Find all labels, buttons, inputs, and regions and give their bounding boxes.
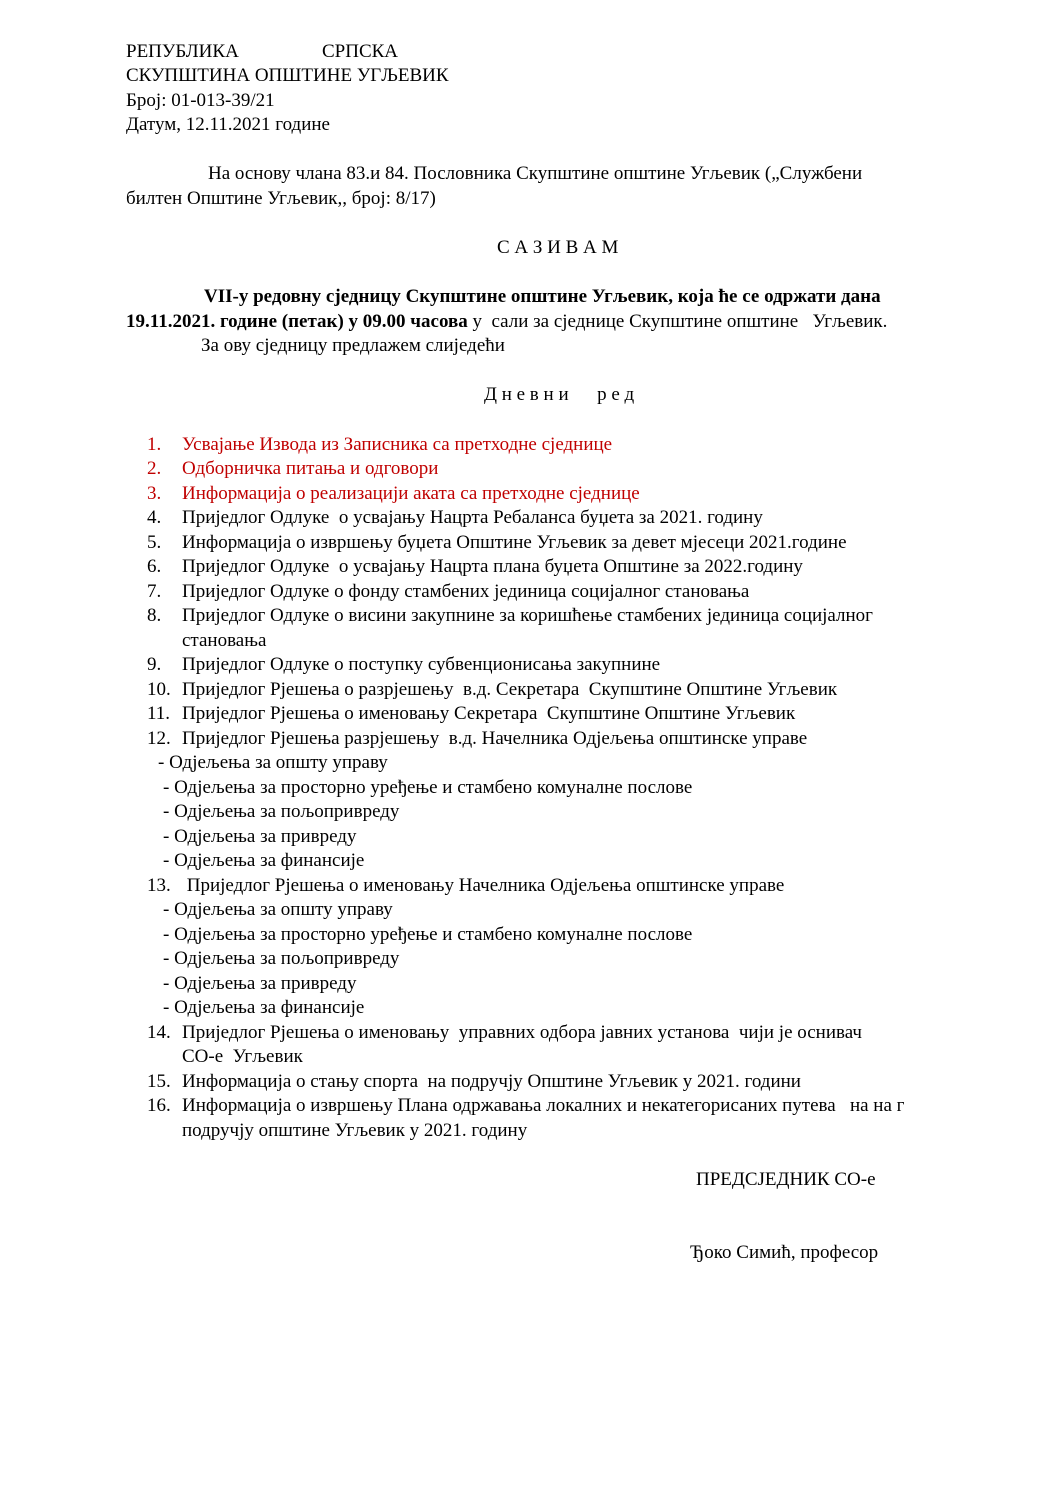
agenda-item-13-sub: - Одјељења за општу управу [163,899,393,920]
agenda-item-5: Информација о извршењу буџета Општине Угљевик за девет мјесеци 2021.године [182,532,847,553]
session-date-time: 19.11.2021. године (петак) у 09.00 часова [126,311,468,332]
agenda-item-7-number: 7. [147,581,162,602]
signature-role: ПРЕДСЈЕДНИК СО-е [696,1169,876,1190]
header-republic-left: РЕПУБЛИКА [126,41,239,62]
agenda-item-8-continued: становања [182,630,267,651]
agenda-item-12: Приједлог Рјешења разрјешењу в.д. Начелника Одјељења општинске управе [182,728,808,749]
agenda-item-2-number: 2. [147,458,162,479]
agenda-item-15-number: 15. [147,1071,171,1092]
agenda-item-16: Информација о извршењу Плана одржавања локалних и некатегорисаних путева на на г [182,1095,905,1116]
agenda-item-4-number: 4. [147,507,162,528]
agenda-item-13-sub: - Одјељења за пољопривреду [163,948,400,969]
header-number: Број: 01-013-39/21 [126,90,275,111]
agenda-item-3-number: 3. [147,483,162,504]
header-republic-right: СРПСКА [322,41,399,62]
agenda-item-8: Приједлог Одлуке о висини закупнине за коришћење стамбених јединица социјалног [182,605,873,626]
agenda-item-6-number: 6. [147,556,162,577]
agenda-item-9: Приједлог Одлуке о поступку субвенционисања закупнине [182,654,661,675]
signature-name: Ђоко Симић, професор [690,1242,879,1263]
header-date: Датум, 12.11.2021 године [126,114,330,135]
agenda-item-3: Информација о реализацији аката са претходне сједнице [182,483,640,504]
agenda-item-11: Приједлог Рјешења о именовању Секретара Скупштине Општине Угљевик [182,703,796,724]
agenda-item-11-number: 11. [147,703,171,724]
agenda-item-16-continued: подручју општине Угљевик у 2021. годину [182,1120,528,1141]
agenda-item-15: Информација о стању спорта на подручју Општине Угљевик у 2021. години [182,1071,801,1092]
agenda-item-12-sub: - Одјељења за привреду [163,826,357,847]
agenda-item-13-number: 13. [147,875,171,896]
session-location: у сали за сједнице Скупштине општине Угљевик. [467,311,888,332]
agenda-item-10: Приједлог Рјешења о разрјешењу в.д. Секретара Скупштине Општине Угљевик [182,679,838,700]
agenda-item-14: Приједлог Рјешења о именовању управних одбора јавних установа чији је оснивач [182,1022,862,1043]
agenda-item-13: Приједлог Рјешења о именовању Начелника Одјељења општинске управе [182,875,785,896]
agenda-item-14-continued: СО-е Угљевик [182,1046,303,1067]
agenda-item-7: Приједлог Одлуке о фонду стамбених јединица социјалног становања [182,581,750,602]
agenda-item-16-number: 16. [147,1095,171,1116]
agenda-item-12-sub: - Одјељења за пољопривреду [163,801,400,822]
agenda-item-12-number: 12. [147,728,171,749]
session-line-1: VII-у редовну сједницу Скупштине општине Угљевик, која ће се одржати дана [204,286,881,307]
agenda-item-10-number: 10. [147,679,171,700]
agenda-item-14-number: 14. [147,1022,171,1043]
agenda-title: Д н е в н и р е д [484,384,635,405]
agenda-item-4: Приједлог Одлуке о усвајању Нацрта Ребаланса буџета за 2021. годину [182,507,763,528]
agenda-item-13-sub: - Одјељења за просторно уређење и стамбено комуналне послове [163,924,693,945]
agenda-item-2: Одборничка питања и одговори [182,458,439,479]
agenda-item-13-sub: - Одјељења за финансије [163,997,365,1018]
agenda-item-12-sub: - Одјељења за финансије [163,850,365,871]
agenda-item-5-number: 5. [147,532,162,553]
document-title: С А З И В А М [497,237,619,258]
agenda-item-13-sub: - Одјељења за привреду [163,973,357,994]
agenda-item-12-sub: - Одјељења за просторно уређење и стамбено комуналне послове [163,777,693,798]
agenda-item-1-number: 1. [147,434,162,455]
header-assembly: СКУПШТИНА ОПШТИНЕ УГЉЕВИК [126,65,449,86]
agenda-item-9-number: 9. [147,654,162,675]
agenda-item-12-sub: - Одјељења за општу управу [158,752,388,773]
agenda-item-8-number: 8. [147,605,162,626]
preamble-line-2: билтен Општине Угљевик,, број: 8/17) [126,188,436,209]
agenda-item-1: Усвајање Извода из Записника са претходне сједнице [182,434,613,455]
session-line-2 [126,310,887,335]
session-line-3: За ову сједницу предлажем слиједећи [201,335,505,356]
agenda-item-6: Приједлог Одлуке о усвајању Нацрта плана буџета Општине за 2022.годину [182,556,803,577]
preamble-line-1: На основу члана 83.и 84. Пословника Скупштине општине Угљевик („Службени [208,163,863,184]
